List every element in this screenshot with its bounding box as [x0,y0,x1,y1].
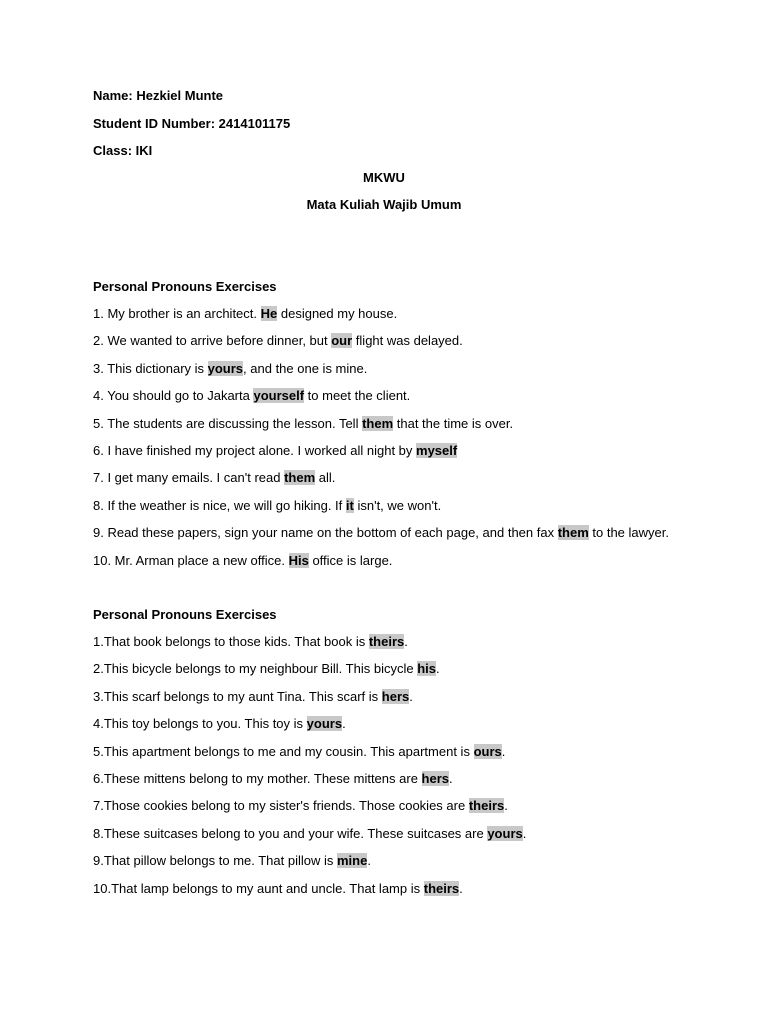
exercise-text: 10.That lamp belongs to my aunt and uncle. That lamp is [93,880,424,896]
course-name: Mata Kuliah Wajib Umum [306,197,462,212]
exercise-text: . [459,880,463,896]
exercise-text: . [449,771,453,786]
exercise-answer: ours [473,743,502,759]
course-code: MKWU [363,170,405,185]
exercise-answer: yourself [253,388,305,404]
exercise-text: to the lawyer. [588,525,669,541]
exercise-text: 4.This toy belongs to you. This toy is [93,716,307,732]
exercise-text: that the time is over. [393,415,514,431]
exercise-answer: hers [381,688,410,704]
exercise-text: . [501,743,506,759]
exercise-answer: theirs [423,880,460,896]
exercise-item [93,716,346,732]
exercise-item [93,470,335,486]
exercise-text: 7.Those cookies belong to my sister's friends. Those cookies are [93,798,469,814]
exercise-text: 1. My brother is an architect. [93,306,261,321]
exercise-item [93,771,453,787]
exercise-answer: hers [421,771,449,786]
exercise-text: 6.These mittens belong to my mother. These mittens are [93,771,422,786]
exercise-answer: yours [207,360,244,376]
exercise-text: , and the one is mine. [243,360,368,376]
exercise-answer: them [284,470,316,486]
exercise-text: 5. The students are discussing the lesson. Tell [93,415,363,431]
exercise-text: . [522,825,527,841]
exercise-item [93,443,457,459]
exercise-text: . [367,853,371,869]
exercise-text: 6. I have finished my project alone. I worked all night by [93,443,417,458]
exercise-item [93,388,410,404]
exercise-item [93,826,526,842]
exercise-answer: his [417,661,436,677]
exercise-answer: theirs [468,798,505,814]
exercise-item [93,798,508,814]
exercise-answer: mine [337,853,368,869]
exercise-item [93,689,413,705]
student-name: Name: Hezkiel Munte [93,88,224,103]
exercise-item [93,361,367,377]
exercise-item [93,416,513,432]
exercise-item [93,498,441,514]
exercise-text: . [504,798,508,814]
exercise-answer: myself [416,443,458,458]
exercise-text: 2. We wanted to arrive before dinner, but [93,333,332,349]
exercise-item [93,634,408,650]
exercise-answer: them [362,415,394,431]
student-id: Student ID Number: 2414101175 [93,116,291,131]
section1-title: Personal Pronouns Exercises [93,279,277,294]
exercise-text: 9. Read these papers, sign your name on the bottom of each page, and then fax [93,525,558,541]
exercise-item [93,553,392,569]
exercise-text: office is large. [308,552,393,568]
exercise-answer: yours [487,825,523,841]
exercise-text: 8. If the weather is nice, we will go hiking. If [93,497,346,513]
exercise-answer: our [331,333,353,349]
exercise-text: all. [315,470,336,486]
exercise-item [93,525,669,541]
exercise-answer: His [288,552,309,568]
exercise-item [93,744,505,760]
exercise-text: isn't, we won't. [353,497,442,513]
exercise-answer: it [345,497,354,513]
exercise-item [93,853,371,869]
exercise-text: 2.This bicycle belongs to my neighbour Bill. This bicycle [93,661,418,677]
exercise-item [93,661,440,677]
exercise-item [93,306,397,322]
section2-title: Personal Pronouns Exercises [93,607,277,622]
exercise-text: flight was delayed. [352,333,463,349]
exercise-item [93,333,463,349]
exercise-text: . [435,661,440,677]
exercise-answer: yours [306,716,343,732]
exercise-answer: theirs [368,634,405,649]
exercise-text: 9.That pillow belongs to me. That pillow is [93,853,337,869]
exercise-answer: He [260,306,278,321]
exercise-text: 4. You should go to Jakarta [93,388,254,404]
exercise-text: designed my house. [277,306,398,321]
exercise-text: . [342,716,346,732]
exercise-text: 10. Mr. Arman place a new office. [93,552,289,568]
exercise-answer: them [557,525,589,541]
exercise-text: to meet the client. [304,388,411,404]
exercise-text: . [404,634,408,649]
exercise-text: 5.This apartment belongs to me and my cousin. This apartment is [93,743,474,759]
exercise-text: . [409,688,413,704]
exercise-item [93,881,463,897]
exercise-text: 1.That book belongs to those kids. That book is [93,634,369,649]
exercise-text: 3.This scarf belongs to my aunt Tina. This scarf is [93,688,382,704]
student-class: Class: IKI [93,143,153,158]
exercise-text: 8.These suitcases belong to you and your wife. These suitcases are [93,825,488,841]
exercise-text: 7. I get many emails. I can't read [93,470,285,486]
exercise-text: 3. This dictionary is [93,360,208,376]
